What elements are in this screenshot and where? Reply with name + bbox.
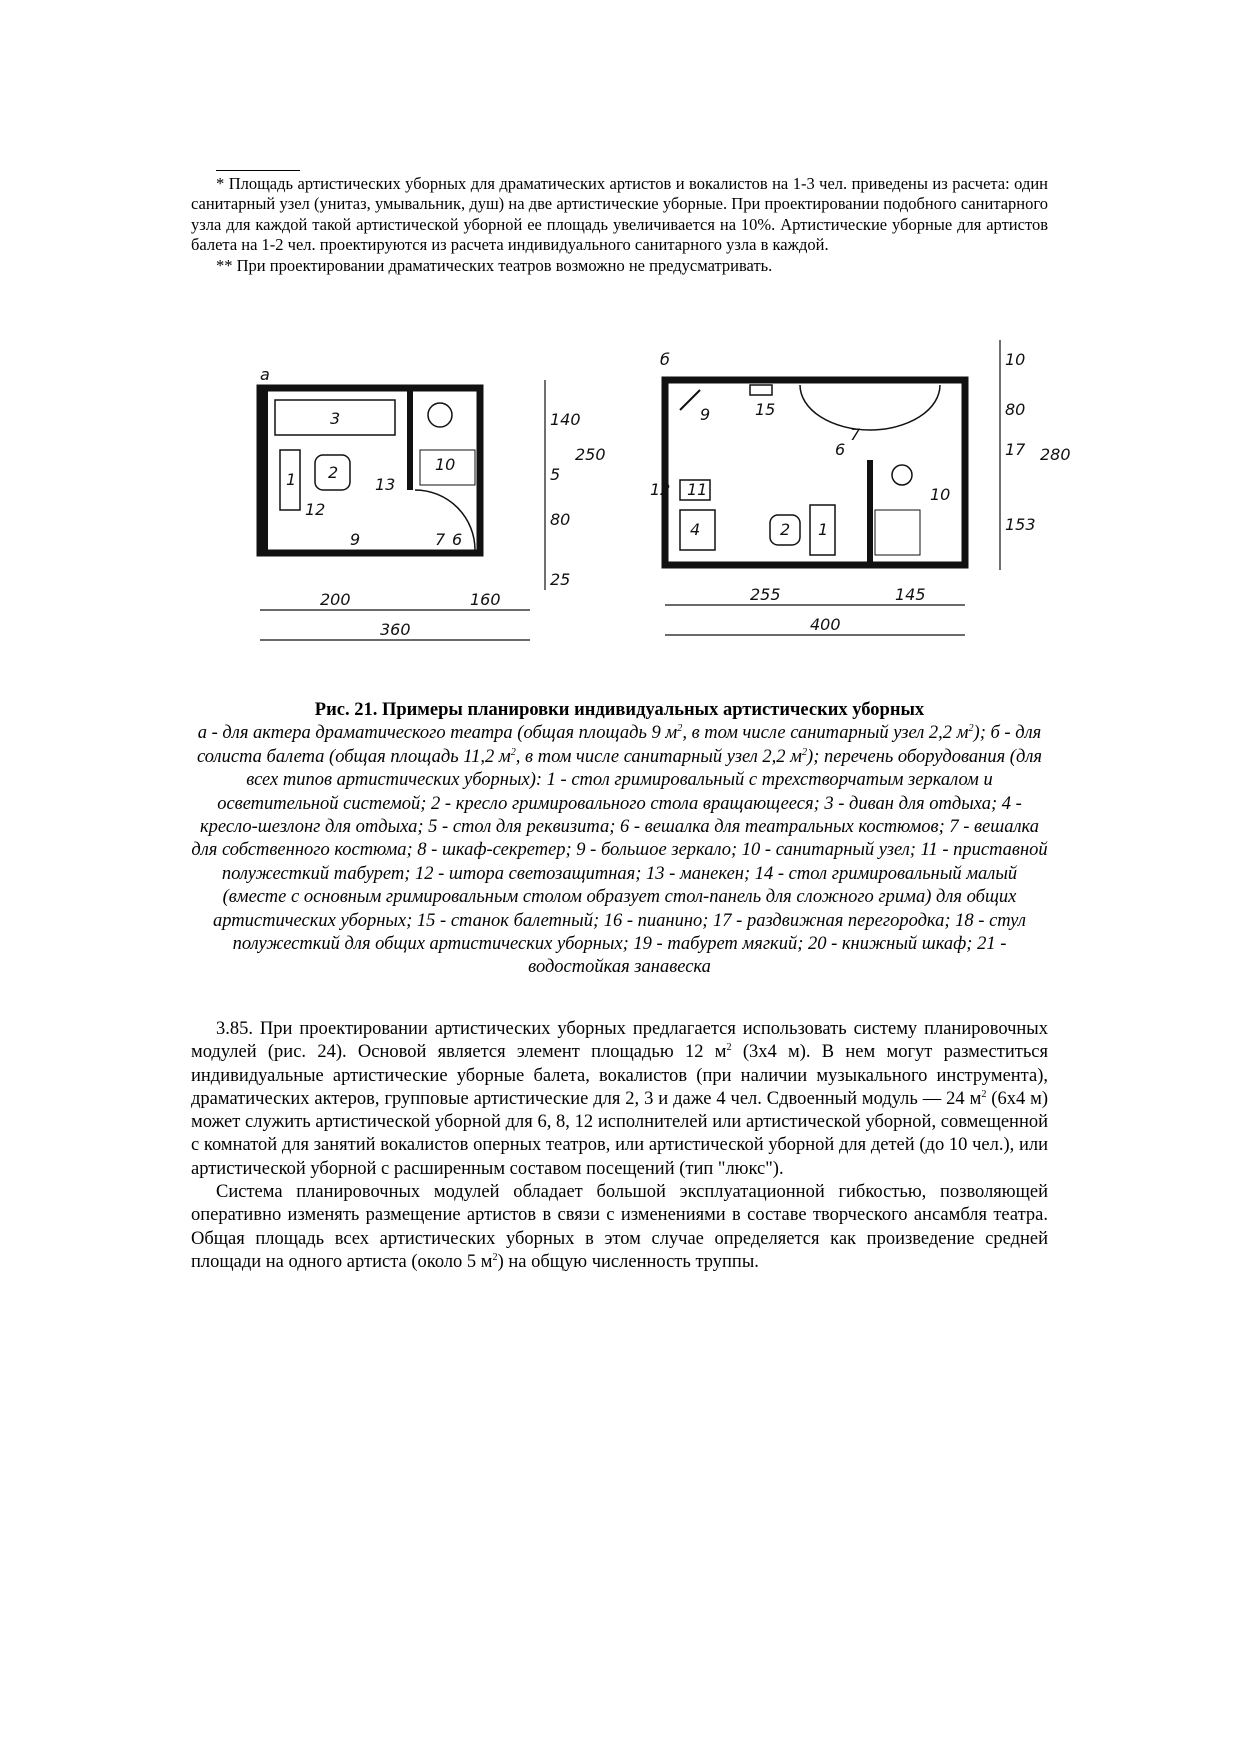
footnote-separator (216, 170, 300, 171)
plan-b-barre (750, 385, 772, 395)
footnote-2: ** При проектировании драматических театров возможно не предусматривать. (216, 255, 773, 275)
plan-b-item-15: 15 (755, 400, 776, 419)
plan-b (650, 340, 1071, 635)
paragraph-1-sup-a: 2 (726, 1042, 732, 1054)
plan-a-label: а (260, 365, 270, 384)
caption-body (191, 722, 1048, 979)
plan-a-item-2: 2 (328, 463, 339, 482)
plan-b-dim-400: 400 (810, 615, 841, 634)
plan-a (260, 365, 606, 640)
plan-b-item-9: 9 (700, 405, 711, 424)
paragraph-1-part-b: (3х4 м). В нем могут разместиться индивидуальные артистические уборные балета, вокалистов (при наличии музыкального инструмента), драматических актеров, групповые артистические для 2, 3 и даже 4 чел. Сдвоенный модуль — 24 м (191, 1042, 1048, 1109)
caption-part-4: , в том числе санитарный узел 2,2 м (515, 746, 802, 767)
plan-a-window-wall (260, 388, 268, 553)
plan-b-item-7: 7 (850, 425, 861, 444)
paragraph-1-part-a: 3.85. При проектировании артистических уборных предлагается использовать систему планировочных модулей (рис. 24). Основой является элемент площадью 12 м (191, 1019, 1048, 1063)
plan-b-dim-145: 145 (895, 585, 926, 604)
plan-a-item-6: 6 (452, 530, 463, 549)
plan-b-mirror (680, 390, 700, 410)
paragraph-2-part-b: ) на общую численность труппы. (497, 1251, 759, 1272)
plan-a-dim-250: 250 (575, 445, 606, 464)
plan-a-dim-25: 25 (550, 570, 571, 589)
plan-a-dim-80: 80 (550, 510, 571, 529)
plan-b-dim-280: 280 (1040, 445, 1071, 464)
plan-b-item-1: 1 (818, 520, 829, 539)
paragraph-3-85 (191, 1018, 1048, 1181)
plan-b-toilet (892, 465, 912, 485)
plan-a-dim-200: 200 (320, 590, 351, 609)
plan-b-item-11: 11 (687, 480, 708, 499)
plan-a-dim-140: 140 (550, 410, 581, 429)
caption-sup-2: 2 (968, 723, 974, 735)
caption-sup-3: 2 (510, 746, 516, 758)
plan-a-item-7: 7 (435, 530, 446, 549)
footnote-1: * Площадь артистических уборных для драматических артистов и вокалистов на 1-3 чел. приведены из расчета: один санитарный узел (унитаз, умывальник, душ) на две артистические уборные. При проектировании подобного санитарного узла для каждой такой артистической уборной ее площадь увеличивается на 10%. Артистические уборные для артистов балета на 1-2 чел. проектируются из расчета индивидуального санитарного узла в каждой. (191, 174, 1048, 255)
plan-a-item-9: 9 (350, 530, 361, 549)
plan-b-dim-10: 10 (1005, 350, 1026, 369)
plan-b-dim-255: 255 (750, 585, 781, 604)
figure-caption (191, 699, 1048, 980)
plan-b-dim-17: 17 (1005, 440, 1026, 459)
plan-a-toilet (428, 403, 452, 427)
caption-sup-4: 2 (801, 746, 808, 758)
paragraph-modules (191, 1181, 1048, 1274)
plan-b-shower (875, 510, 920, 555)
caption-part-2: , в том числе санитарный узел 2,2 м (682, 723, 969, 744)
plan-b-label: б (660, 350, 670, 369)
floor-plans-figure (250, 340, 1080, 685)
plan-b-item-6: 6 (835, 440, 846, 459)
plan-a-item-10: 10 (435, 455, 456, 474)
plan-b-dim-80: 80 (1005, 400, 1026, 419)
paragraph-2-part-a: Система планировочных модулей обладает большой эксплуатационной гибкостью, позволяющей оперативно изменять размещение артистов в связи с изменениями в составе творческого ансамбля театра. Общая площадь всех артистических уборных в этом случае определяется как произведение средней площади на одного артиста (около 5 м (191, 1182, 1048, 1272)
plan-a-dim-160: 160 (470, 590, 501, 609)
plan-a-item-12: 12 (305, 500, 326, 519)
plan-b-dim-153: 153 (1005, 515, 1036, 534)
caption-part-1: а - для актера драматического театра (общая площадь 9 м (197, 723, 678, 744)
paragraph-1-part-c: (6х4 м) может служить артистической уборной для 6, 8, 12 исполнителей или артистической уборной, совмещенной с комнатой для занятий вокалистов оперных театров, или артистической уборной для детей (до 10 чел.), или артистической уборной с расширенным составом посещений (тип "люкс"). (191, 1088, 1048, 1179)
plan-a-item-13: 13 (375, 475, 396, 494)
caption-sup-1: 2 (677, 723, 683, 735)
caption-part-3: ); б - для солиста балета (общая площадь 11,2 м (197, 723, 1042, 767)
paragraph-1-sup-b: 2 (981, 1088, 987, 1100)
plan-a-item-1: 1 (286, 470, 297, 489)
body-text (191, 1018, 1048, 1274)
caption-title: Рис. 21. Примеры планировки индивидуальных артистических уборных (314, 700, 925, 720)
plan-b-door-swing (800, 385, 940, 430)
footnotes (191, 174, 1048, 276)
plan-b-item-10: 10 (930, 485, 951, 504)
plan-b-item-4: 4 (690, 520, 701, 539)
plan-a-dim-5: 5 (550, 465, 561, 484)
caption-part-5: ); перечень оборудования (для всех типов артистических уборных): 1 - стол гримировальный с трехстворчатым зеркалом и осветительной системой; 2 - кресло гримировального стола вращающееся; 3 - диван для отдыха; 4 - кресло-шезлонг для отдыха; 5 - стол для реквизита; 6 - вешалка для театральных костюмов; 7 - вешалка для собственного костюма; 8 - шкаф-секретер; 9 - большое зеркало; 10 - санитарный узел; 11 - приставной полужесткий табурет; 12 - штора светозащитная; 13 - манекен; 14 - стол гримировальный малый (вместе с основным гримировальным столом образует стол-панель для сложного грима) для общих артистических уборных; 15 - станок балетный; 16 - пианино; 17 - раздвижная перегородка; 18 - стул полужесткий для общих артистических уборных; 19 - табурет мягкий; 20 - книжный шкаф; 21 - водостойкая занавеска (191, 746, 1048, 978)
plan-a-dim-360: 360 (380, 620, 411, 639)
plan-b-item-2: 2 (780, 520, 791, 539)
plan-b-item-12: 12 (650, 480, 671, 499)
plan-a-item-3: 3 (330, 409, 341, 428)
paragraph-2-sup: 2 (492, 1251, 498, 1263)
